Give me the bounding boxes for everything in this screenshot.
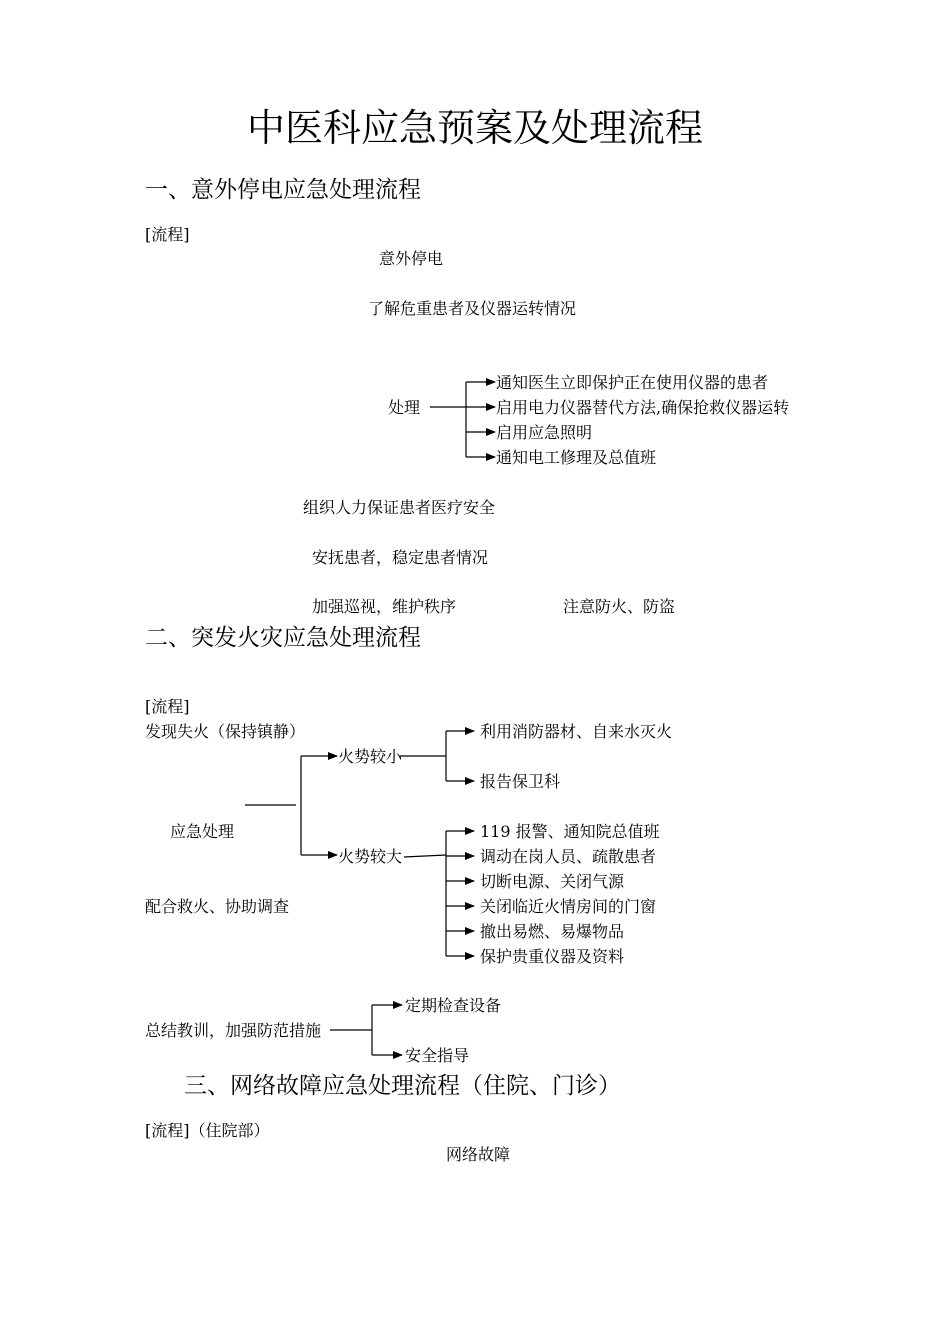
- section1-step5: 安抚患者，稳定患者情况: [312, 548, 489, 567]
- section2-large-action-2: 调动在岗人员、疏散患者: [480, 847, 657, 866]
- section1-tag: [流程]: [145, 225, 190, 244]
- section2-heading: 二、突发火灾应急处理流程: [145, 625, 421, 651]
- section2-small-fire: 火势较小: [338, 747, 403, 766]
- section2-large-action-1: 119 报警、通知院总值班: [480, 822, 660, 841]
- section2-emergency: 应急处理: [170, 822, 235, 841]
- section3-tag: [流程]（住院部）: [145, 1121, 270, 1140]
- section1-step4: 组织人力保证患者医疗安全: [303, 498, 496, 517]
- document-title: 中医科应急预案及处理流程: [246, 106, 703, 150]
- section1-start: 意外停电: [379, 249, 444, 268]
- section2-summary: 总结教训，加强防范措施: [145, 1021, 322, 1040]
- section2-small-action-1: 利用消防器材、自来水灭火: [480, 722, 673, 741]
- section2-large-action-3: 切断电源、关闭气源: [480, 872, 625, 891]
- section2-summary-action-1: 定期检查设备: [405, 996, 502, 1015]
- section2-cooperate: 配合救火、协助调查: [145, 897, 290, 916]
- section2-summary-action-2: 安全指导: [405, 1046, 470, 1065]
- section2-large-action-6: 保护贵重仪器及资料: [480, 947, 625, 966]
- section1-heading: 一、意外停电应急处理流程: [145, 177, 421, 203]
- section1-step6b: 注意防火、防盗: [563, 597, 676, 616]
- section1-step6a: 加强巡视，维护秩序: [312, 597, 457, 616]
- section1-branch-2: 启用电力仪器替代方法,确保抢救仪器运转: [496, 398, 790, 417]
- section1-process: 处理: [388, 398, 421, 417]
- section2-large-action-4: 关闭临近火情房间的门窗: [480, 897, 657, 916]
- s2-large-line: [404, 855, 446, 857]
- section2-small-action-2: 报告保卫科: [480, 772, 561, 791]
- section3-start: 网络故障: [446, 1145, 511, 1164]
- section1-branch-4: 通知电工修理及总值班: [496, 448, 657, 467]
- section1-step2: 了解危重患者及仪器运转情况: [368, 299, 577, 318]
- section2-large-fire: 火势较大: [338, 847, 403, 866]
- section3-heading: 三、网络故障应急处理流程（住院、门诊）: [184, 1073, 621, 1099]
- section1-branch-3: 启用应急照明: [496, 423, 593, 442]
- section2-tag: [流程]: [145, 697, 190, 716]
- section2-large-action-5: 撤出易燃、易爆物品: [480, 922, 625, 941]
- section2-discover: 发现失火（保持镇静）: [145, 722, 306, 741]
- section1-branch-1: 通知医生立即保护正在使用仪器的患者: [496, 373, 769, 392]
